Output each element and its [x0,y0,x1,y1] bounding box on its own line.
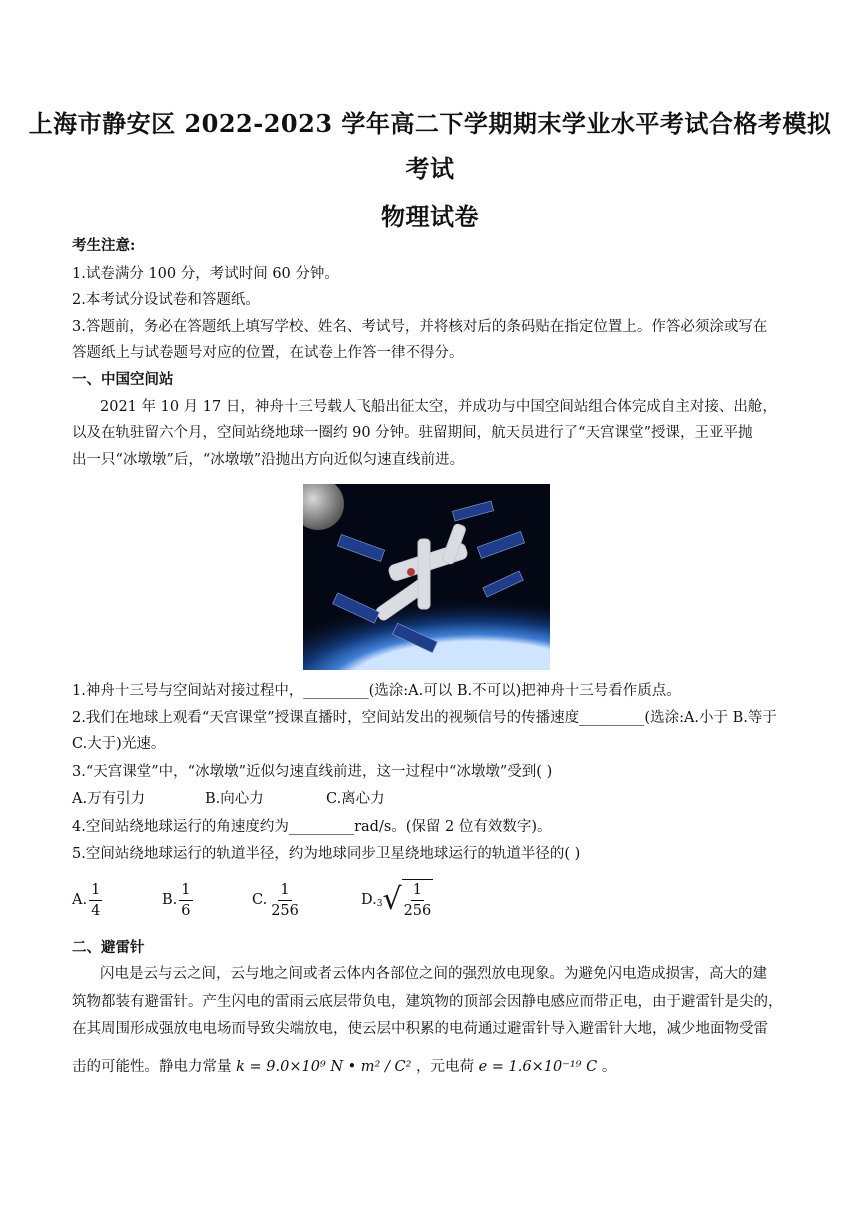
coulomb-constant: k = 9.0×10⁹ N • m² / C² [236,1059,412,1075]
option-c [252,877,301,923]
fraction [269,880,301,921]
option-c: C.离心力 [326,791,385,807]
notice-item: 1.试卷满分 100 分，考试时间 60 分钟。 [72,266,339,282]
option-b [162,877,193,923]
question-3: 3.“天宫课堂”中，“冰墩墩”近似匀速直线前进，这一过程中“冰墩墩”受到( ) [72,764,553,780]
fraction [179,880,192,921]
fraction [402,879,434,921]
text: 击的可能性。静电力常量 [72,1059,232,1075]
denominator: 4 [91,902,101,919]
numerator: 1 [179,880,192,901]
subject-title: 物理试卷 [381,202,479,231]
denominator: 256 [403,903,432,919]
root-index: 3 [376,899,383,909]
text: ，元电荷 [416,1059,474,1075]
notice-item: 3.答题前，务必在答题纸上填写学校、姓名、考试号，并将核对后的条码贴在指定位置上。作答必须涂或写在 [72,319,768,335]
elementary-charge: e = 1.6×10⁻¹⁹ C [478,1059,598,1075]
section2-heading: 二、避雷针 [72,939,145,956]
exam-title: 上海市静安区 2022-2023 学年高二下学期期末学业水平考试合格考模拟 [28,109,832,138]
option-label: A. [72,892,88,908]
space-station-photo [303,484,550,670]
question-4: 4.空间站绕地球运行的角速度约为_________rad/s。(保留 2 位有效数字)。 [72,819,552,835]
denominator: 256 [271,902,299,919]
section2-passage: 在其周围形成强放电电场而导致尖端放电，使云层中积累的电荷通过避雷针导入避雷针大地，减少地面物受雷 [72,1021,768,1037]
option-label: C. [252,892,268,908]
section2-passage: 筑物都装有避雷针。产生闪电的雷雨云底层带负电，建筑物的顶部会因静电感应而带正电，由于避雷针是尖的， [72,994,783,1010]
cube-root [377,879,434,921]
section1-heading: 一、中国空间站 [72,371,174,388]
notice-item: 答题纸上与试卷题号对应的位置，在试卷上作答一律不得分。 [72,345,464,361]
question-2-continued: C.大于)光速。 [72,736,166,752]
section2-passage: 闪电是云与云之间，云与地之间或者云体内各部位之间的强烈放电现象。为避免闪电造成损害，高大的建 [100,966,767,982]
section1-passage: 2021 年 10 月 17 日，神舟十三号载人飞船出征太空，并成功与中国空间站组合体完成自主对接、出舱， [100,399,777,415]
denominator: 6 [181,902,191,919]
option-b: B.向心力 [205,791,264,807]
option-a: A.万有引力 [72,791,146,807]
section1-passage: 以及在轨驻留六个月，空间站绕地球一圈约 90 分钟。驻留期间，航天员进行了“天宫课堂”授课，王亚平抛 [72,425,753,441]
numerator: 1 [89,880,102,901]
text: 。 [601,1059,617,1075]
space-station-illustration [303,484,550,670]
option-a [72,877,102,923]
option-label: B. [162,892,178,908]
option-label: D. [361,892,377,908]
question-2: 2.我们在地球上观看“天宫课堂”授课直播时，空间站发出的视频信号的传播速度_________(选涂:A.小于 B.等于 [72,710,777,726]
option-d [361,877,433,923]
numerator: 1 [278,880,291,901]
notice-heading: 考生注意: [72,237,136,254]
section1-passage: 出一只“冰墩墩”后，“冰墩墩”沿抛出方向近似匀速直线前进。 [72,452,465,468]
section2-constants-line [72,1056,792,1078]
numerator: 1 [411,880,424,901]
question-1: 1.神舟十三号与空间站对接过程中，_________(选涂:A.可以 B.不可以)把神舟十三号看作质点。 [72,683,681,699]
question-5-options [72,877,792,923]
exam-title-continued: 考试 [405,154,455,183]
radical-sign: √ [382,882,402,917]
question-5: 5.空间站绕地球运行的轨道半径，约为地球同步卫星绕地球运行的轨道半径的( ) [72,846,581,862]
notice-item: 2.本考试分设试卷和答题纸。 [72,292,260,308]
fraction [89,880,102,921]
